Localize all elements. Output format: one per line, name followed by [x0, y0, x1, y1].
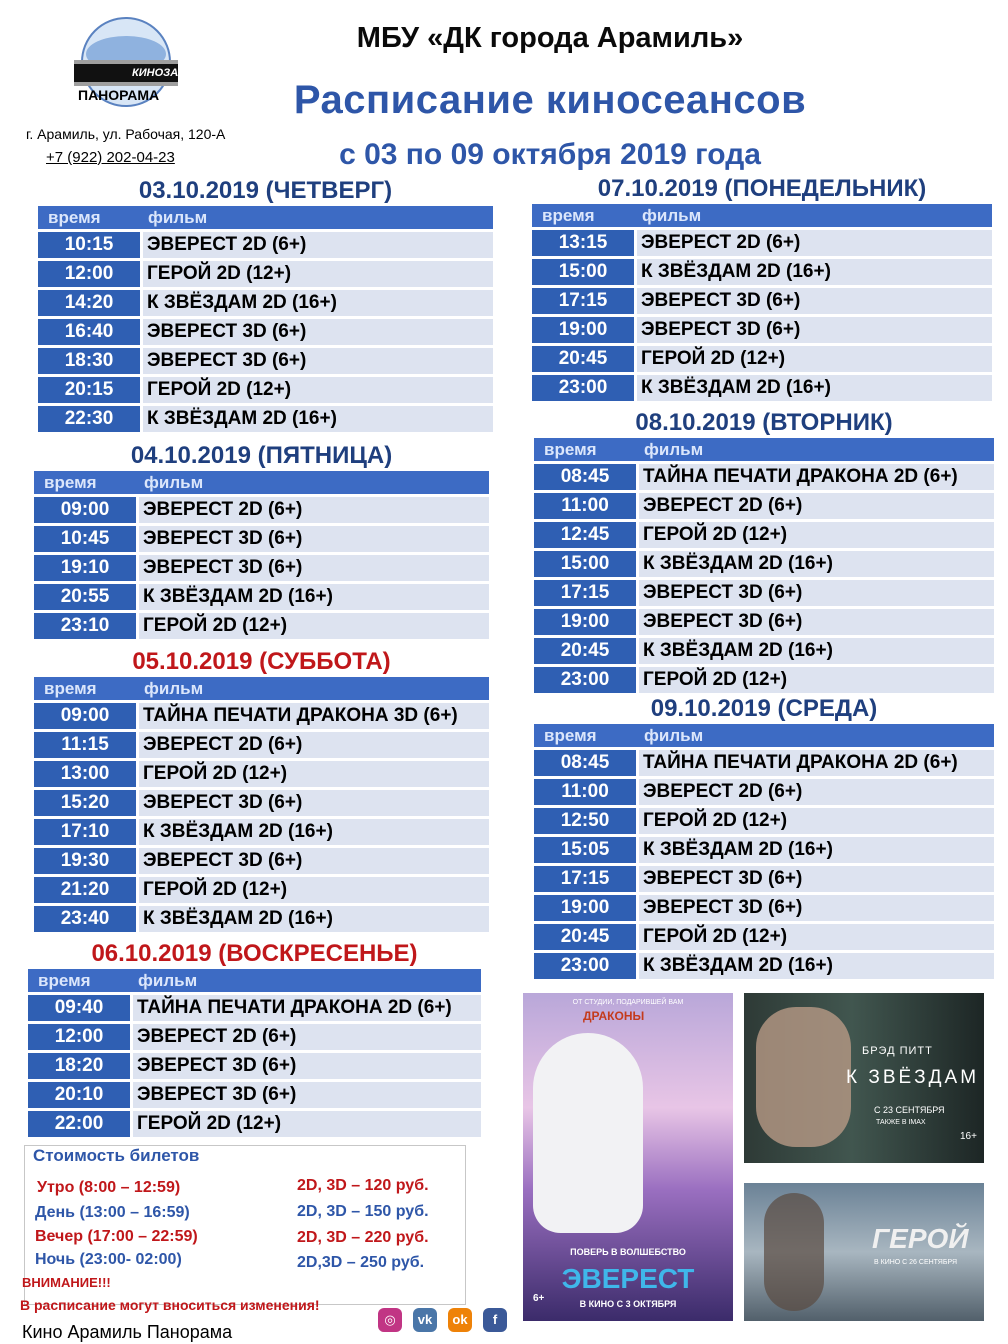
- session-film: ЭВЕРЕСТ 3D (6+): [136, 555, 489, 581]
- schedule-table: [534, 721, 994, 982]
- session-time: 08:45: [534, 750, 636, 776]
- session-film: К ЗВЁЗДАМ 2D (16+): [136, 819, 489, 845]
- logo-text-2: ПАНОРАМА: [78, 87, 160, 103]
- session-film: ЭВЕРЕСТ 3D (6+): [130, 1053, 481, 1079]
- instagram-icon[interactable]: ◎: [378, 1308, 402, 1332]
- session-row: [38, 290, 493, 316]
- session-time: 09:00: [34, 497, 136, 523]
- session-row: [534, 866, 994, 892]
- session-row: [534, 750, 994, 776]
- session-film: ТАЙНА ПЕЧАТИ ДРАКОНА 2D (6+): [130, 995, 481, 1021]
- session-time: 12:50: [534, 808, 636, 834]
- session-film: К ЗВЁЗДАМ 2D (16+): [140, 290, 493, 316]
- schedule-table: [38, 203, 493, 435]
- column-header-film: фильм: [636, 438, 994, 461]
- session-time: 14:20: [38, 290, 140, 316]
- column-header-time: время: [534, 438, 636, 461]
- session-film: ЭВЕРЕСТ 3D (6+): [634, 317, 992, 343]
- price-value: 2D, 3D – 150 руб.: [297, 1203, 429, 1220]
- session-row: [532, 317, 992, 343]
- session-row: [534, 522, 994, 548]
- session-film: ГЕРОЙ 2D (12+): [130, 1111, 481, 1137]
- changes-notice: В расписание могут вноситься изменения!: [20, 1297, 320, 1313]
- session-row: [34, 819, 489, 845]
- session-row: [534, 493, 994, 519]
- session-time: 11:00: [534, 493, 636, 519]
- day-heading: 05.10.2019 (СУББОТА): [132, 648, 391, 675]
- prices-heading: Стоимость билетов: [33, 1146, 200, 1165]
- poster-brand: ДРАКОНЫ: [583, 1009, 645, 1023]
- poster-age: 6+: [533, 1293, 545, 1304]
- session-film: ТАЙНА ПЕЧАТИ ДРАКОНА 3D (6+): [136, 703, 489, 729]
- session-film: К ЗВЁЗДАМ 2D (16+): [136, 584, 489, 610]
- session-time: 19:00: [534, 895, 636, 921]
- schedule-table: [34, 674, 489, 935]
- poster-everest: [523, 993, 733, 1321]
- session-film: ЭВЕРЕСТ 3D (6+): [136, 526, 489, 552]
- poster-release: В КИНО С 3 ОКТЯБРЯ: [579, 1299, 677, 1309]
- day-heading: 04.10.2019 (ПЯТНИЦА): [130, 442, 393, 469]
- session-film: ГЕРОЙ 2D (12+): [136, 761, 489, 787]
- session-time: 19:00: [534, 609, 636, 635]
- day-block: [34, 441, 489, 642]
- session-time: 20:10: [28, 1082, 130, 1108]
- session-time: 19:30: [34, 848, 136, 874]
- session-film: ЭВЕРЕСТ 2D (6+): [634, 230, 992, 256]
- session-film: ЭВЕРЕСТ 2D (6+): [636, 779, 994, 805]
- session-time: 17:15: [534, 580, 636, 606]
- price-period: Утро (8:00 – 12:59): [37, 1179, 181, 1196]
- session-row: [534, 895, 994, 921]
- day-block: [534, 408, 994, 696]
- yeti-shape: [533, 1033, 643, 1233]
- column-header-time: время: [34, 471, 136, 494]
- session-time: 23:00: [534, 953, 636, 979]
- session-film: ЭВЕРЕСТ 3D (6+): [636, 866, 994, 892]
- column-header-film: фильм: [130, 969, 481, 992]
- column-header-time: время: [534, 724, 636, 747]
- session-film: К ЗВЁЗДАМ 2D (16+): [636, 638, 994, 664]
- session-row: [34, 848, 489, 874]
- session-time: 20:55: [34, 584, 136, 610]
- session-row: [534, 779, 994, 805]
- poster-k-zvezdam: [744, 993, 984, 1163]
- poster-title: ГЕРОЙ: [872, 1223, 969, 1254]
- day-block: [532, 174, 992, 404]
- price-period: Ночь (23:00- 02:00): [35, 1251, 182, 1268]
- schedule-table: [28, 966, 481, 1140]
- poster-release: В КИНО С 26 СЕНТЯБРЯ: [874, 1259, 958, 1266]
- session-film: ЭВЕРЕСТ 2D (6+): [140, 232, 493, 258]
- page-title: Расписание киносеансов: [293, 78, 807, 122]
- session-row: [34, 613, 489, 639]
- session-row: [532, 259, 992, 285]
- day-heading: 03.10.2019 (ЧЕТВЕРГ): [138, 177, 393, 204]
- address: г. Арамиль, ул. Рабочая, 120-А: [26, 126, 226, 142]
- session-time: 21:20: [34, 877, 136, 903]
- poster-actor: БРЭД ПИТТ: [862, 1045, 933, 1057]
- session-row: [534, 464, 994, 490]
- day-block: [34, 647, 489, 935]
- session-row: [534, 808, 994, 834]
- session-time: 15:05: [534, 837, 636, 863]
- session-film: ЭВЕРЕСТ 2D (6+): [636, 493, 994, 519]
- session-row: [28, 1082, 481, 1108]
- session-time: 22:30: [38, 406, 140, 432]
- session-time: 20:45: [532, 346, 634, 372]
- session-time: 12:00: [28, 1024, 130, 1050]
- logo-text-1: КИНОЗАЛ: [132, 67, 182, 79]
- column-header-film: фильм: [136, 677, 489, 700]
- session-film: ГЕРОЙ 2D (12+): [140, 377, 493, 403]
- session-row: [38, 406, 493, 432]
- session-row: [532, 375, 992, 401]
- session-film: ЭВЕРЕСТ 3D (6+): [140, 348, 493, 374]
- session-time: 15:00: [534, 551, 636, 577]
- session-time: 23:00: [534, 667, 636, 693]
- session-film: К ЗВЁЗДАМ 2D (16+): [636, 953, 994, 979]
- session-time: 23:00: [532, 375, 634, 401]
- day-heading: 08.10.2019 (ВТОРНИК): [635, 409, 893, 436]
- session-row: [534, 667, 994, 693]
- poster-tagline: ПОВЕРЬ В ВОЛШЕБСТВО: [570, 1247, 686, 1257]
- session-film: ЭВЕРЕСТ 3D (6+): [636, 609, 994, 635]
- session-time: 12:00: [38, 261, 140, 287]
- session-time: 18:30: [38, 348, 140, 374]
- session-row: [534, 638, 994, 664]
- session-time: 23:40: [34, 906, 136, 932]
- session-row: [34, 790, 489, 816]
- session-row: [534, 551, 994, 577]
- session-row: [532, 288, 992, 314]
- price-value: 2D, 3D – 120 руб.: [297, 1177, 429, 1194]
- session-film: ЭВЕРЕСТ 2D (6+): [136, 497, 489, 523]
- session-time: 20:45: [534, 924, 636, 950]
- session-time: 19:10: [34, 555, 136, 581]
- session-row: [28, 1053, 481, 1079]
- session-film: К ЗВЁЗДАМ 2D (16+): [136, 906, 489, 932]
- column-header-film: фильм: [636, 724, 994, 747]
- day-heading: 06.10.2019 (ВОСКРЕСЕНЬЕ): [91, 940, 418, 967]
- day-block: [38, 176, 493, 435]
- session-film: ЭВЕРЕСТ 3D (6+): [636, 895, 994, 921]
- session-row: [34, 703, 489, 729]
- price-value: 2D, 3D – 220 руб.: [297, 1229, 429, 1246]
- session-time: 17:10: [34, 819, 136, 845]
- session-film: К ЗВЁЗДАМ 2D (16+): [636, 551, 994, 577]
- hero-figure-shape: [764, 1193, 824, 1311]
- session-film: ЭВЕРЕСТ 3D (6+): [130, 1082, 481, 1108]
- session-film: К ЗВЁЗДАМ 2D (16+): [634, 375, 992, 401]
- day-block: [534, 694, 994, 982]
- session-row: [28, 995, 481, 1021]
- period-subtitle: с 03 по 09 октября 2019 года: [339, 138, 761, 171]
- session-time: 17:15: [534, 866, 636, 892]
- footer-name: Кино Арамиль Панорама: [22, 1322, 233, 1342]
- session-row: [534, 953, 994, 979]
- session-film: ЭВЕРЕСТ 3D (6+): [634, 288, 992, 314]
- column-header-film: фильм: [140, 206, 493, 229]
- attention-label: ВНИМАНИЕ!!!: [22, 1275, 111, 1290]
- session-time: 18:20: [28, 1053, 130, 1079]
- vk-icon[interactable]: vk: [413, 1308, 437, 1332]
- column-header-film: фильм: [136, 471, 489, 494]
- session-row: [34, 497, 489, 523]
- session-row: [532, 346, 992, 372]
- session-time: 09:40: [28, 995, 130, 1021]
- price-value: 2D,3D – 250 руб.: [297, 1254, 425, 1271]
- poster-age: 16+: [960, 1131, 977, 1142]
- session-film: ГЕРОЙ 2D (12+): [636, 522, 994, 548]
- session-row: [34, 526, 489, 552]
- session-row: [34, 732, 489, 758]
- session-film: ТАЙНА ПЕЧАТИ ДРАКОНА 2D (6+): [636, 464, 994, 490]
- session-film: ЭВЕРЕСТ 3D (6+): [636, 580, 994, 606]
- session-time: 15:00: [532, 259, 634, 285]
- schedule-table: [534, 435, 994, 696]
- session-time: 19:00: [532, 317, 634, 343]
- session-film: ТАЙНА ПЕЧАТИ ДРАКОНА 2D (6+): [636, 750, 994, 776]
- poster-title: К ЗВЁЗДАМ: [846, 1067, 980, 1088]
- schedule-table: [532, 201, 992, 404]
- session-row: [534, 837, 994, 863]
- session-film: ЭВЕРЕСТ 2D (6+): [136, 732, 489, 758]
- table-header-row: [532, 204, 992, 227]
- session-row: [38, 348, 493, 374]
- session-row: [28, 1024, 481, 1050]
- poster-imax: ТАКЖЕ В IMAX: [876, 1119, 926, 1126]
- session-time: 13:15: [532, 230, 634, 256]
- session-film: ЭВЕРЕСТ 3D (6+): [136, 790, 489, 816]
- column-header-time: время: [28, 969, 130, 992]
- session-film: ЭВЕРЕСТ 3D (6+): [140, 319, 493, 345]
- facebook-icon[interactable]: f: [483, 1308, 507, 1332]
- session-film: ГЕРОЙ 2D (12+): [636, 667, 994, 693]
- org-title: МБУ «ДК города Арамиль»: [356, 22, 744, 54]
- schedule-table: [34, 468, 489, 642]
- session-film: ГЕРОЙ 2D (12+): [636, 924, 994, 950]
- session-row: [534, 609, 994, 635]
- session-row: [534, 924, 994, 950]
- session-time: 11:00: [534, 779, 636, 805]
- session-row: [34, 555, 489, 581]
- session-time: 10:45: [34, 526, 136, 552]
- session-row: [534, 580, 994, 606]
- session-film: ГЕРОЙ 2D (12+): [636, 808, 994, 834]
- table-header-row: [34, 471, 489, 494]
- session-film: ГЕРОЙ 2D (12+): [136, 613, 489, 639]
- session-time: 11:15: [34, 732, 136, 758]
- session-row: [38, 319, 493, 345]
- session-time: 22:00: [28, 1111, 130, 1137]
- session-row: [34, 877, 489, 903]
- poster-studio: ОТ СТУДИИ, ПОДАРИВШЕЙ ВАМ: [572, 999, 684, 1006]
- session-film: ГЕРОЙ 2D (12+): [136, 877, 489, 903]
- session-time: 09:00: [34, 703, 136, 729]
- session-film: К ЗВЁЗДАМ 2D (16+): [636, 837, 994, 863]
- phone-link[interactable]: +7 (922) 202-04-23: [46, 149, 175, 166]
- session-time: 15:20: [34, 790, 136, 816]
- day-heading: 07.10.2019 (ПОНЕДЕЛЬНИК): [597, 175, 927, 202]
- session-time: 17:15: [532, 288, 634, 314]
- poster-release: С 23 СЕНТЯБРЯ: [874, 1105, 945, 1115]
- session-time: 10:15: [38, 232, 140, 258]
- session-film: ЭВЕРЕСТ 2D (6+): [130, 1024, 481, 1050]
- session-time: 08:45: [534, 464, 636, 490]
- poster-title: ЭВЕРЕСТ: [561, 1263, 695, 1294]
- session-film: К ЗВЁЗДАМ 2D (16+): [634, 259, 992, 285]
- table-header-row: [34, 677, 489, 700]
- session-row: [38, 377, 493, 403]
- session-film: ГЕРОЙ 2D (12+): [634, 346, 992, 372]
- session-row: [38, 232, 493, 258]
- column-header-time: время: [38, 206, 140, 229]
- session-time: 23:10: [34, 613, 136, 639]
- price-period: День (13:00 – 16:59): [35, 1204, 190, 1221]
- day-heading: 09.10.2019 (СРЕДА): [650, 695, 878, 722]
- table-header-row: [534, 724, 994, 747]
- session-time: 13:00: [34, 761, 136, 787]
- session-film: ЭВЕРЕСТ 3D (6+): [136, 848, 489, 874]
- day-block: [28, 939, 481, 1140]
- poster-geroy: [744, 1183, 984, 1321]
- column-header-time: время: [532, 204, 634, 227]
- session-film: ГЕРОЙ 2D (12+): [140, 261, 493, 287]
- table-header-row: [28, 969, 481, 992]
- ok-icon[interactable]: ok: [448, 1308, 472, 1332]
- session-time: 16:40: [38, 319, 140, 345]
- actor-face-shape: [756, 1007, 851, 1147]
- session-film: К ЗВЁЗДАМ 2D (16+): [140, 406, 493, 432]
- session-row: [28, 1111, 481, 1137]
- session-row: [38, 261, 493, 287]
- session-time: 20:15: [38, 377, 140, 403]
- session-row: [34, 584, 489, 610]
- session-time: 20:45: [534, 638, 636, 664]
- session-row: [34, 906, 489, 932]
- table-header-row: [38, 206, 493, 229]
- column-header-film: фильм: [634, 204, 992, 227]
- session-row: [34, 761, 489, 787]
- column-header-time: время: [34, 677, 136, 700]
- price-period: Вечер (17:00 – 22:59): [35, 1228, 198, 1245]
- session-row: [532, 230, 992, 256]
- table-header-row: [534, 438, 994, 461]
- cinema-logo: [70, 14, 182, 114]
- session-time: 12:45: [534, 522, 636, 548]
